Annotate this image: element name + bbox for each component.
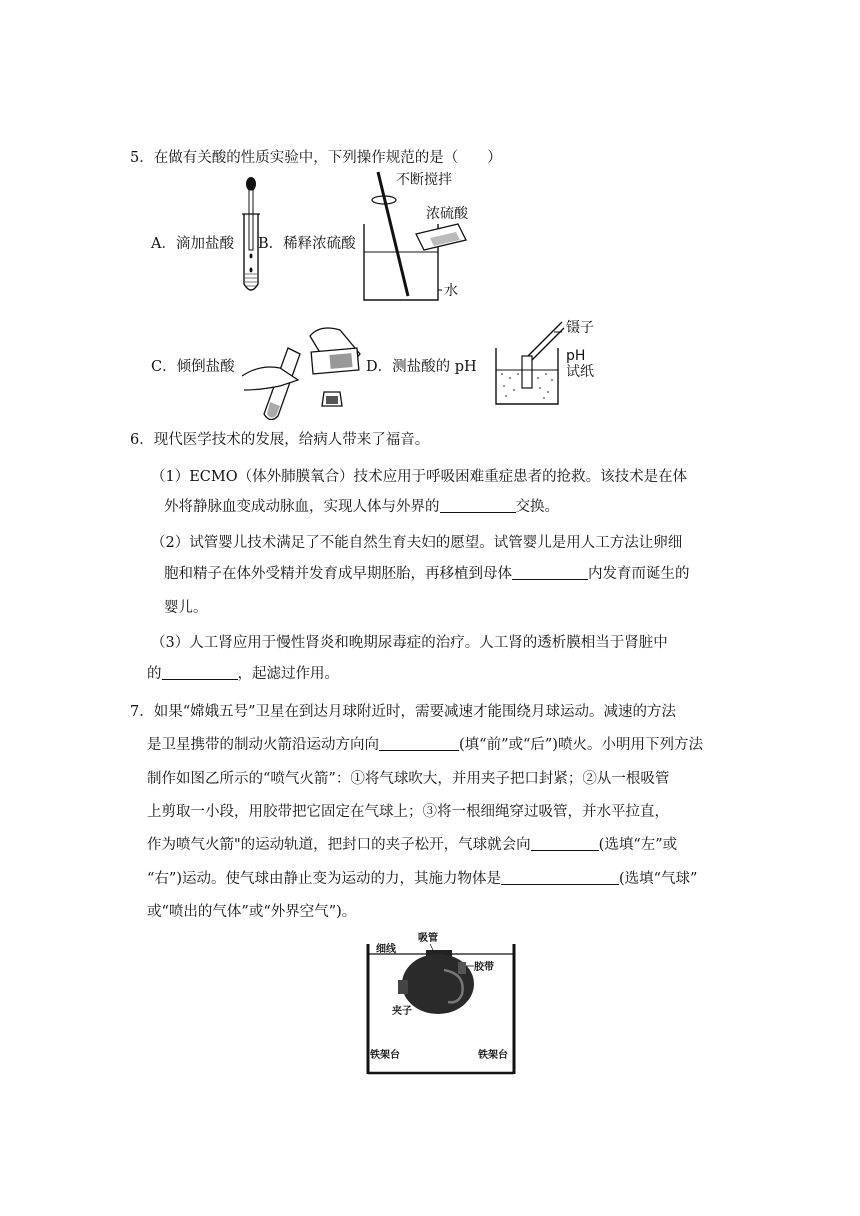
q6-part2-line3: 婴儿。	[164, 600, 208, 616]
label-conc-acid: 浓硫酸	[426, 206, 468, 222]
label-straw: 吸管	[418, 933, 438, 944]
answer-blank-5[interactable]	[531, 836, 599, 851]
label-ph: pH	[566, 348, 586, 364]
q7-line6: “右”)运动。使气球由静止变为运动的力，其施力物体是 (选填“气球”	[147, 871, 698, 887]
option-d: D．测盐酸的 pH	[366, 359, 477, 375]
option-b: B．稀释浓硫酸	[258, 236, 356, 252]
q6-part2-line2: 胞和精子在体外受精并发育成早期胚胎，再移植到母体 内发育而诞生的	[164, 566, 690, 582]
label-stand-right: 铁架台	[478, 1050, 508, 1061]
figure-balloon-rocket	[362, 930, 522, 1078]
q6-stem: 6．现代医学技术的发展，给病人带来了福音。	[130, 432, 430, 448]
figure-b-dilute-acid	[360, 168, 490, 308]
option-a: A．滴加盐酸	[151, 236, 234, 252]
answer-blank-2[interactable]	[512, 565, 588, 580]
answer-blank-6[interactable]	[501, 870, 619, 885]
q6-part3-line1: （3）人工肾应用于慢性肾炎和晚期尿毒症的治疗。人工肾的透析膜相当于肾脏中	[151, 635, 668, 651]
q7-line3: 制作如图乙所示的“喷气火箭”：①将气球吹大，并用夹子把口封紧；②从一根吸管	[147, 771, 670, 787]
answer-blank-4[interactable]	[379, 736, 459, 751]
label-test-paper: 试纸	[566, 364, 594, 380]
label-tweezers: 镊子	[566, 320, 594, 336]
label-string: 细线	[376, 944, 396, 955]
q7-line7: 或“喷出的气体”或“外界空气”)。	[147, 904, 357, 920]
answer-blank-1[interactable]	[440, 498, 516, 513]
q7-line5: 作为喷气火箭"的运动轨道，把封口的夹子松开，气球就会向 (选填“左”或	[147, 837, 678, 853]
q6-part1-line1: （1）ECMO（体外肺膜氧合）技术应用于呼吸困难重症患者的抢救。该技术是在体	[151, 469, 688, 485]
q6-part3-line2: 的 ，起滤过作用。	[147, 666, 339, 682]
q5-stem: 5．在做有关酸的性质实验中，下列操作规范的是（ ）	[130, 150, 502, 166]
label-water: 水	[444, 283, 458, 299]
q7-line1: 7．如果“嫦娥五号”卫星在到达月球附近时，需要减速才能围绕月球运动。减速的方法	[130, 704, 677, 720]
option-c: C．倾倒盐酸	[151, 359, 235, 375]
q7-line4: 上剪取一小段，用胶带把它固定在气球上；③将一根细绳穿过吸管，并水平拉直，	[147, 804, 669, 820]
q6-part1-line2: 外将静脉血变成动脉血，实现人体与外界的 交换。	[164, 499, 559, 515]
label-clip: 夹子	[392, 1006, 412, 1017]
label-stir: 不断搅拌	[396, 172, 452, 188]
q7-line2: 是卫星携带的制动火箭沿运动方向向 (填“前”或“后”)喷火。小明用下列方法	[147, 737, 703, 753]
figure-d-ph-test	[492, 318, 612, 410]
label-tape: 胶带	[474, 962, 494, 973]
label-stand-left: 铁架台	[370, 1050, 400, 1061]
figure-c-pour-acid	[240, 320, 370, 420]
q6-part2-line1: （2）试管婴儿技术满足了不能自然生育夫妇的愿望。试管婴儿是用人工方法让卵细	[151, 535, 683, 551]
answer-blank-3[interactable]	[162, 665, 238, 680]
